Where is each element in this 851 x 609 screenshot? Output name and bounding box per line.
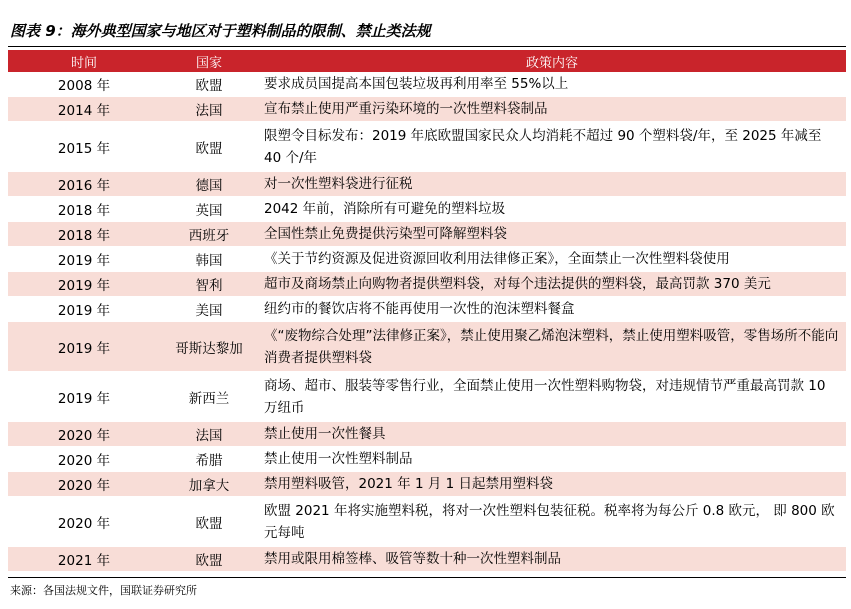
cell-country: 西班牙 <box>160 222 258 247</box>
cell-time: 2021 年 <box>8 547 160 572</box>
table-row <box>8 172 846 197</box>
table-row <box>8 247 846 272</box>
table-row <box>8 422 846 447</box>
cell-country: 韩国 <box>160 247 258 272</box>
regulations-table <box>8 50 846 572</box>
cell-policy: 纽约市的餐饮店将不能再使用一次性的泡沫塑料餐盒 <box>258 297 846 322</box>
table-row <box>8 197 846 222</box>
cell-country: 希腊 <box>160 447 258 472</box>
cell-country: 欧盟 <box>160 497 258 547</box>
cell-policy: 欧盟 2021 年将实施塑料税，将对一次性塑料包装征税。税率将为每公斤 0.8 欧元， 即 800 欧元每吨 <box>258 497 846 547</box>
cell-time: 2019 年 <box>8 297 160 322</box>
table-row <box>8 547 846 572</box>
cell-time: 2019 年 <box>8 247 160 272</box>
cell-country: 美国 <box>160 297 258 322</box>
cell-country: 欧盟 <box>160 547 258 572</box>
cell-time: 2020 年 <box>8 422 160 447</box>
cell-policy: 《“废物综合处理”法律修正案》，禁止使用聚乙烯泡沫塑料，禁止使用塑料吸管，零售场所不能向消费者提供塑料袋 <box>258 322 846 372</box>
table-row <box>8 97 846 122</box>
header-country: 国家 <box>160 50 258 72</box>
cell-policy: 对一次性塑料袋进行征税 <box>258 172 846 197</box>
cell-policy: 超市及商场禁止向购物者提供塑料袋，对每个违法提供的塑料袋，最高罚款 370 美元 <box>258 272 846 297</box>
title-divider <box>8 46 846 47</box>
table-header-row <box>8 50 846 72</box>
figure-title: 图表 9：海外典型国家与地区对于塑料制品的限制、禁止类法规 <box>10 22 431 40</box>
cell-policy: 2042 年前，消除所有可避免的塑料垃圾 <box>258 197 846 222</box>
header-time: 时间 <box>8 50 160 72</box>
cell-policy: 《关于节约资源及促进资源回收利用法律修正案》，全面禁止一次性塑料袋使用 <box>258 247 846 272</box>
table-row <box>8 72 846 97</box>
cell-time: 2018 年 <box>8 197 160 222</box>
cell-time: 2018 年 <box>8 222 160 247</box>
header-policy: 政策内容 <box>258 50 846 72</box>
cell-country: 加拿大 <box>160 472 258 497</box>
cell-time: 2020 年 <box>8 472 160 497</box>
cell-country: 欧盟 <box>160 122 258 172</box>
cell-policy: 禁用塑料吸管，2021 年 1 月 1 日起禁用塑料袋 <box>258 472 846 497</box>
cell-country: 英国 <box>160 197 258 222</box>
cell-time: 2016 年 <box>8 172 160 197</box>
cell-country: 法国 <box>160 97 258 122</box>
cell-policy: 限塑令目标发布：2019 年底欧盟国家民众人均消耗不超过 90 个塑料袋/年，至 2025 年减至 40 个/年 <box>258 122 846 172</box>
table-row <box>8 222 846 247</box>
cell-country: 欧盟 <box>160 72 258 97</box>
cell-policy: 要求成员国提高本国包装垃圾再利用率至 55%以上 <box>258 72 846 97</box>
cell-time: 2014 年 <box>8 97 160 122</box>
cell-country: 智利 <box>160 272 258 297</box>
cell-policy: 全国性禁止免费提供污染型可降解塑料袋 <box>258 222 846 247</box>
cell-time: 2019 年 <box>8 272 160 297</box>
cell-time: 2020 年 <box>8 497 160 547</box>
table-row <box>8 372 846 422</box>
source-divider <box>8 577 846 578</box>
table-row <box>8 472 846 497</box>
cell-country: 哥斯达黎加 <box>160 322 258 372</box>
cell-time: 2008 年 <box>8 72 160 97</box>
table-row <box>8 122 846 172</box>
cell-country: 新西兰 <box>160 372 258 422</box>
cell-time: 2019 年 <box>8 322 160 372</box>
cell-policy: 宣布禁止使用严重污染环境的一次性塑料袋制品 <box>258 97 846 122</box>
cell-time: 2019 年 <box>8 372 160 422</box>
cell-policy: 禁止使用一次性塑料制品 <box>258 447 846 472</box>
cell-policy: 禁用或限用棉签棒、吸管等数十种一次性塑料制品 <box>258 547 846 572</box>
cell-time: 2015 年 <box>8 122 160 172</box>
table-row <box>8 297 846 322</box>
cell-policy: 商场、超市、服装等零售行业，全面禁止使用一次性塑料购物袋，对违规情节严重最高罚款 10 万纽币 <box>258 372 846 422</box>
cell-policy: 禁止使用一次性餐具 <box>258 422 846 447</box>
cell-time: 2020 年 <box>8 447 160 472</box>
source-note: 来源：各国法规文件，国联证券研究所 <box>10 584 197 597</box>
table-row <box>8 447 846 472</box>
cell-country: 德国 <box>160 172 258 197</box>
table-row <box>8 497 846 547</box>
table-row <box>8 322 846 372</box>
cell-country: 法国 <box>160 422 258 447</box>
table-row <box>8 272 846 297</box>
